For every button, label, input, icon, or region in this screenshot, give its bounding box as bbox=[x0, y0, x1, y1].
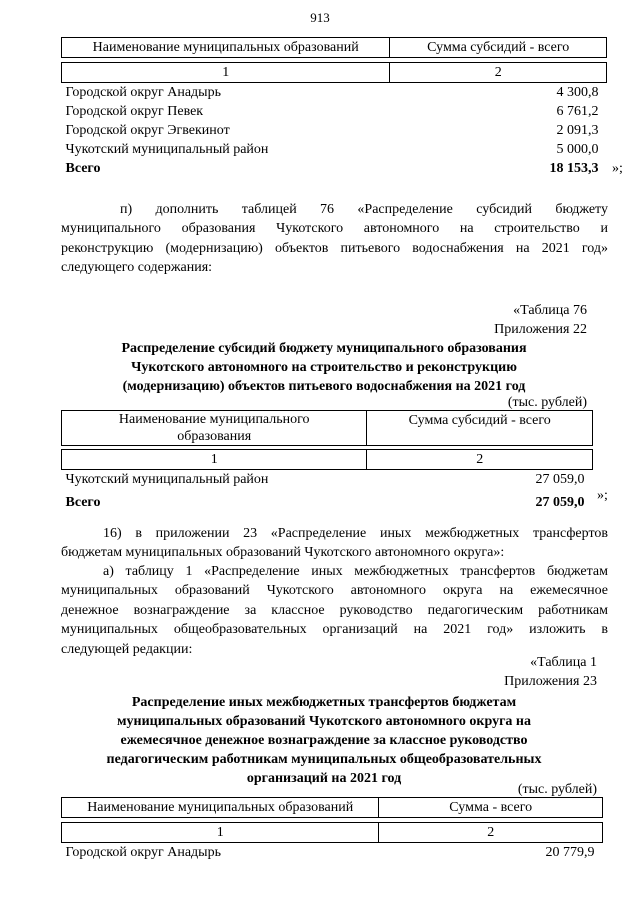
table1-app23-title bbox=[61, 693, 587, 788]
subsidies-table-top bbox=[61, 37, 607, 178]
page-number: 913 bbox=[310, 10, 330, 25]
row-name: Городской округ Анадырь bbox=[65, 85, 221, 100]
text-line: муниципального образования Чукотского автономного на строительство и bbox=[61, 221, 608, 237]
text-line: а) таблицу 1 «Распределение иных межбюджетных трансфертов бюджетам bbox=[103, 564, 608, 579]
text-line: п) дополнить таблицей 76 «Распределение субсидий бюджету bbox=[120, 202, 608, 217]
total-value: 27 059,0 bbox=[535, 495, 585, 510]
title-line: Распределение иных межбюджетных трансфертов бюджетам bbox=[131, 695, 517, 710]
row-value: 20 779,9 bbox=[545, 845, 595, 860]
table-row bbox=[62, 121, 607, 140]
col-number-1: 1 bbox=[62, 823, 379, 843]
total-label: Всего bbox=[65, 495, 101, 510]
col-number-1: 1 bbox=[62, 63, 390, 83]
total-row bbox=[62, 493, 593, 512]
closing-quote: »; bbox=[612, 161, 623, 176]
text-line: следующего содержания: bbox=[61, 260, 213, 276]
title-line: ежемесячное денежное вознаграждение за классное руководство bbox=[120, 733, 528, 748]
table-row bbox=[62, 843, 603, 863]
col-number-2: 2 bbox=[379, 823, 603, 843]
title-line: Распределение субсидий бюджету муниципального образования bbox=[121, 341, 527, 356]
col-number-1: 1 bbox=[62, 450, 367, 470]
row-name: Городской округ Певек bbox=[65, 104, 204, 119]
table-label: «Таблица 1 bbox=[530, 655, 597, 670]
title-line: Чукотского автономного на строительство и реконструкцию bbox=[131, 360, 517, 375]
table76-caption bbox=[61, 301, 587, 339]
paragraph-a bbox=[61, 562, 608, 659]
table-row bbox=[62, 102, 607, 121]
header-sum: Сумма субсидий - всего bbox=[367, 411, 593, 446]
title-line: педагогическим работникам муниципальных общеобразовательных bbox=[106, 752, 542, 767]
col-number-2: 2 bbox=[367, 450, 593, 470]
table-row bbox=[62, 83, 607, 103]
table-row bbox=[62, 470, 593, 490]
title-line: (модернизацию) объектов питьевого водоснабжения на 2021 год bbox=[122, 379, 526, 394]
text-line: муниципальных общеобразовательных организаций на 2021 год» изложить в bbox=[61, 622, 608, 638]
appendix-label: Приложения 23 bbox=[504, 674, 597, 689]
subsidies-table-76 bbox=[61, 410, 593, 512]
paragraph-16 bbox=[61, 524, 608, 563]
units-label: (тыс. рублей) bbox=[517, 782, 597, 797]
row-name: Чукотский муниципальный район bbox=[65, 142, 269, 157]
header-name: Наименование муниципальных образований bbox=[62, 798, 379, 818]
table-row bbox=[62, 140, 607, 159]
col-number-2: 2 bbox=[390, 63, 607, 83]
row-value: 5 000,0 bbox=[556, 142, 599, 157]
row-value: 27 059,0 bbox=[535, 472, 585, 487]
paragraph-p bbox=[61, 200, 608, 278]
total-value: 18 153,3 bbox=[549, 161, 599, 176]
text-line: бюджетам муниципальных образований Чукотского автономного округа»: bbox=[61, 545, 505, 561]
appendix-label: Приложения 22 bbox=[494, 322, 587, 337]
units-label: (тыс. рублей) bbox=[507, 395, 587, 410]
header-line: Наименование муниципального bbox=[118, 412, 310, 427]
text-line: муниципальных образований Чукотского автономного округа на ежемесячное bbox=[61, 583, 608, 599]
header-sum: Сумма субсидий - всего bbox=[390, 38, 607, 58]
table76-title bbox=[61, 339, 587, 396]
table1-app23-caption bbox=[61, 653, 597, 691]
closing-quote: »; bbox=[597, 488, 608, 503]
header-line: образования bbox=[177, 429, 252, 444]
text-line: следующей редакции: bbox=[61, 641, 193, 657]
total-label: Всего bbox=[65, 161, 101, 176]
row-value: 2 091,3 bbox=[556, 123, 599, 138]
total-row bbox=[62, 159, 607, 178]
table-label: «Таблица 76 bbox=[513, 303, 587, 318]
header-name: Наименование муниципальных образований bbox=[62, 38, 390, 58]
header-sum: Сумма - всего bbox=[379, 798, 603, 818]
title-line: организаций на 2021 год bbox=[246, 771, 402, 786]
row-name: Городской округ Эгвекинот bbox=[65, 123, 230, 138]
row-value: 6 761,2 bbox=[556, 104, 599, 119]
text-line: 16) в приложении 23 «Распределение иных межбюджетных трансфертов bbox=[103, 526, 608, 541]
text-line: реконструкцию (модернизацию) объектов питьевого водоснабжения на 2021 год» bbox=[61, 240, 608, 256]
text-line: денежное вознаграждение за классное руководство педагогическим работникам bbox=[61, 602, 608, 618]
header-name bbox=[62, 411, 367, 446]
row-name: Городской округ Анадырь bbox=[65, 845, 221, 860]
title-line: муниципальных образований Чукотского автономного округа на bbox=[116, 714, 532, 729]
row-value: 4 300,8 bbox=[556, 85, 599, 100]
row-name: Чукотский муниципальный район bbox=[65, 472, 269, 487]
transfers-table bbox=[61, 797, 603, 862]
